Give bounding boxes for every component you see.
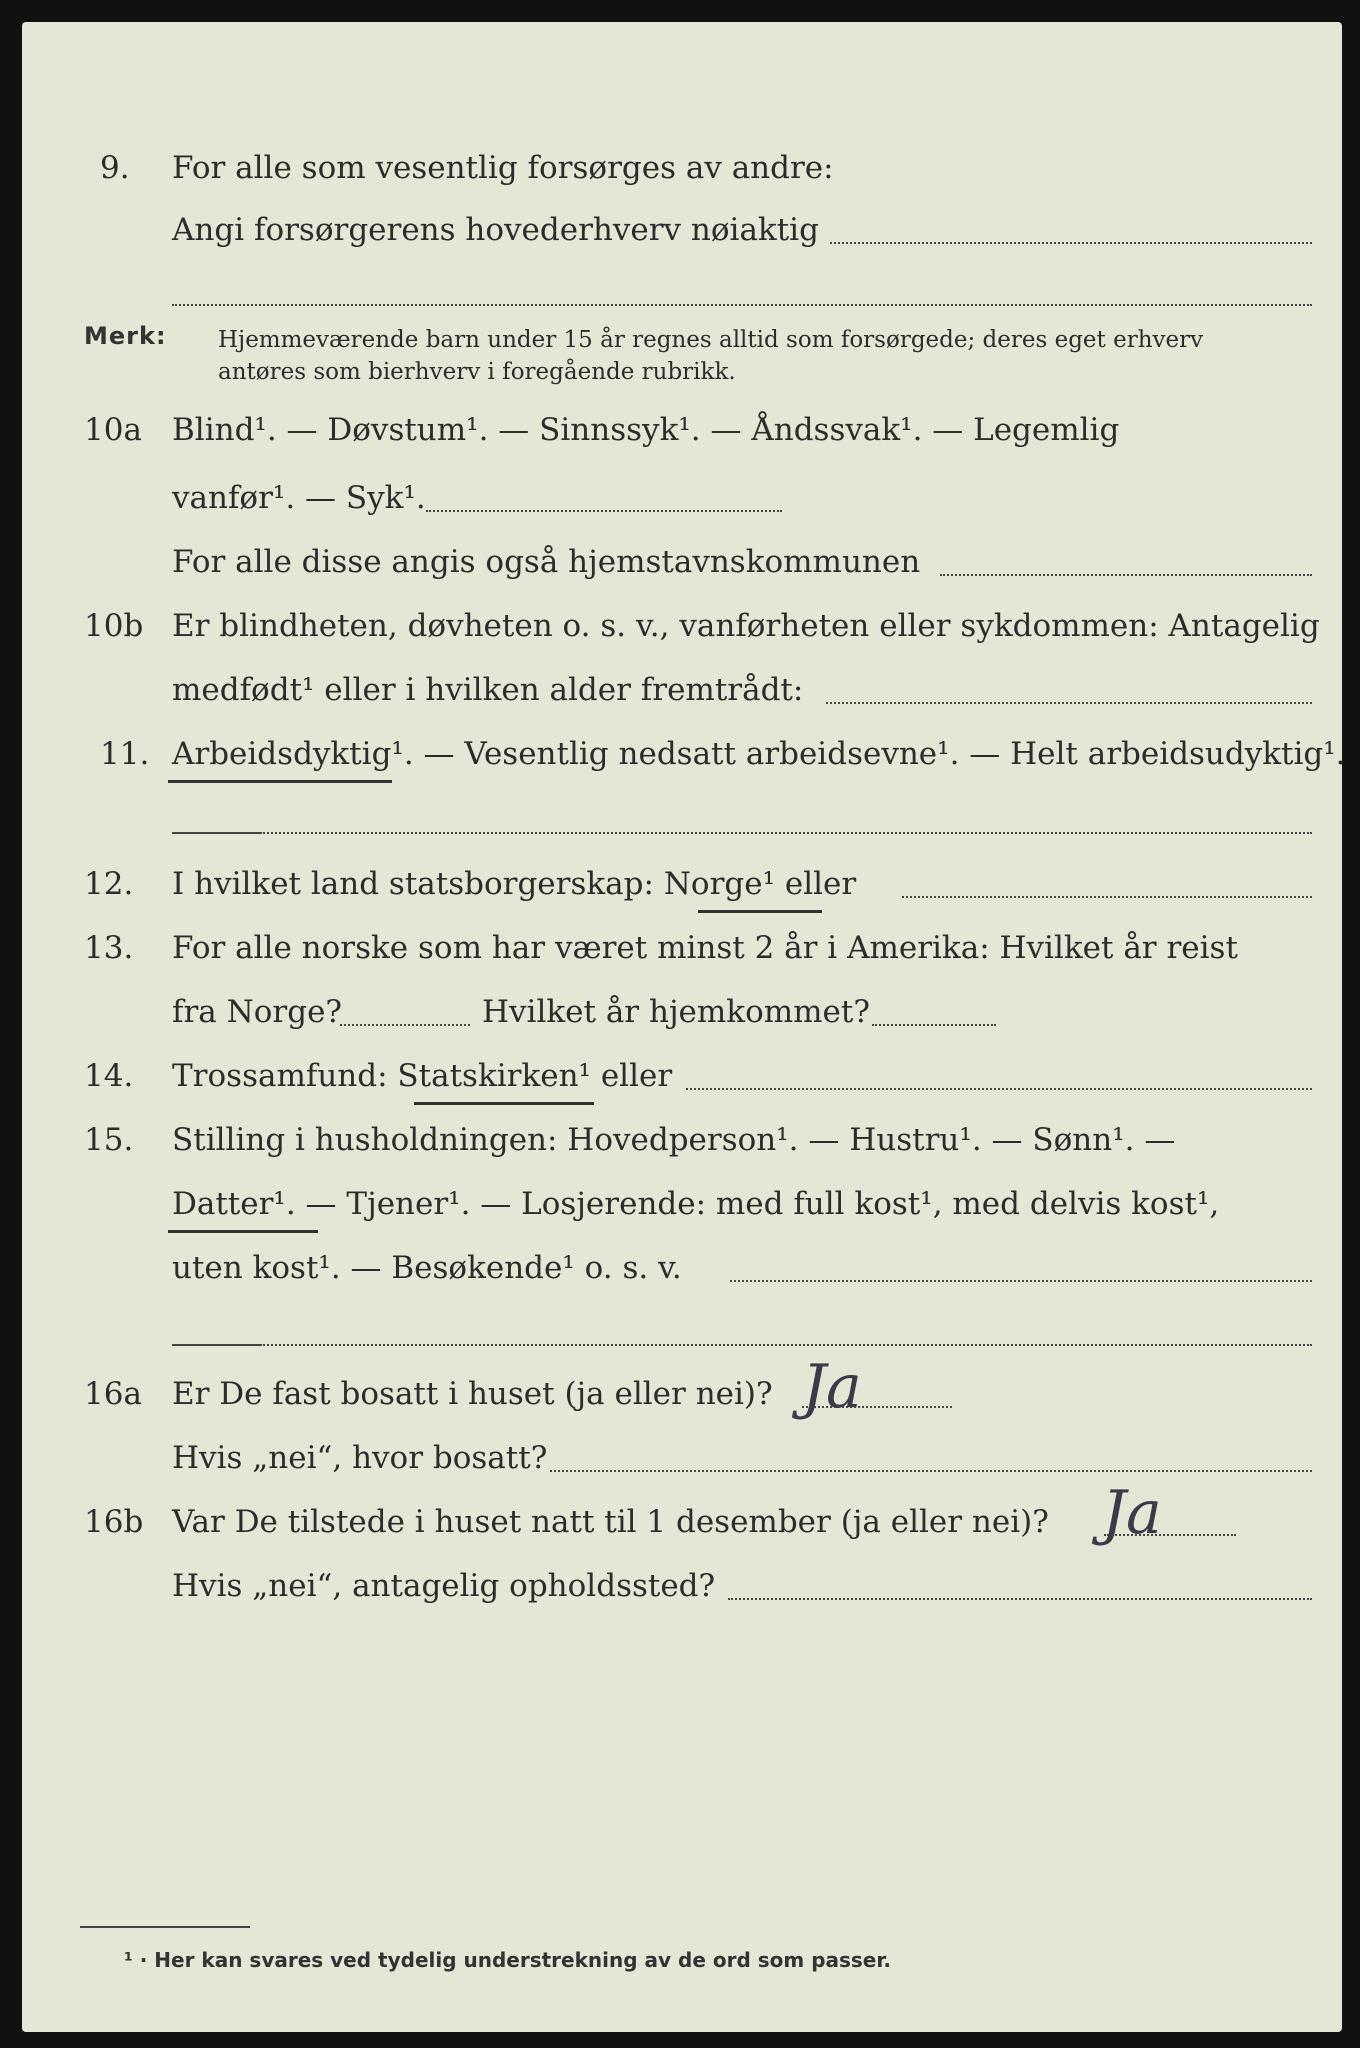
- q13-text-line1: For alle norske som har været minst 2 år i Amerika: Hvilket år reist: [172, 930, 1238, 966]
- merk-text-line1: Hjemmeværende barn under 15 år regnes alltid som forsørgede; deres eget erhverv: [218, 327, 1204, 353]
- footnote-rule: [80, 1926, 250, 1928]
- q10a-number: 10a: [84, 412, 142, 448]
- merk-label: Merk:: [84, 322, 167, 350]
- q10b-answer-line[interactable]: [826, 702, 1312, 704]
- q15-underline-datter: [168, 1230, 318, 1233]
- q9-text-line1: For alle som vesentlig forsørges av andre:: [172, 150, 834, 186]
- q12-answer-line[interactable]: [902, 896, 1312, 898]
- q14-underline-statskirken: [414, 1102, 594, 1105]
- q16a-text-line1: Er De fast bosatt i huset (ja eller nei)?: [172, 1376, 773, 1412]
- q16b-answer-line[interactable]: [1104, 1534, 1236, 1536]
- q12-underline-norge: [698, 910, 822, 913]
- q16b-handwritten-answer: Ja: [1102, 1478, 1162, 1548]
- q15-text-line2: Datter¹. — Tjener¹. — Losjerende: med full kost¹, med delvis kost¹,: [172, 1186, 1220, 1222]
- q10a-text-line3: For alle disse angis også hjemstavnskommunen: [172, 544, 921, 580]
- q16b-number: 16b: [84, 1504, 144, 1540]
- q15-text-line3: uten kost¹. — Besøkende¹ o. s. v.: [172, 1250, 682, 1286]
- q10a-answer-line[interactable]: [426, 510, 782, 512]
- q9-answer-line[interactable]: [830, 242, 1312, 244]
- q10a-hjemstavn-line[interactable]: [940, 574, 1312, 576]
- q10b-number: 10b: [84, 608, 144, 644]
- q16a-number: 16a: [84, 1376, 142, 1412]
- q11-answer-line[interactable]: [260, 832, 1312, 834]
- q15-text-line1: Stilling i husholdningen: Hovedperson¹. — Hustru¹. — Sønn¹. —: [172, 1122, 1176, 1158]
- q10b-text-line2: medfødt¹ eller i hvilken alder fremtrådt:: [172, 672, 804, 708]
- q15-number: 15.: [84, 1122, 134, 1158]
- q9-number: 9.: [100, 150, 130, 186]
- q13-reist-line[interactable]: [340, 1024, 470, 1026]
- q13-hjemkommet-line[interactable]: [872, 1024, 996, 1026]
- q16a-bosatt-line[interactable]: [550, 1470, 1312, 1472]
- q12-text-line1: I hvilket land statsborgerskap: Norge¹ eller: [172, 866, 857, 902]
- q14-number: 14.: [84, 1058, 134, 1094]
- q10a-text-line2: vanfør¹. — Syk¹.: [172, 480, 426, 516]
- q13-text-line2b: Hvilket år hjemkommet?: [482, 994, 870, 1030]
- merk-text-line2: antøres som bierhverv i foregående rubrikk.: [218, 359, 736, 385]
- q16b-text-line1: Var De tilstede i huset natt til 1 desember (ja eller nei)?: [172, 1504, 1049, 1540]
- q9-answer-line-2[interactable]: [172, 304, 1312, 306]
- q14-answer-line[interactable]: [686, 1088, 1312, 1090]
- q11-text-line1: Arbeidsdyktig¹. — Vesentlig nedsatt arbeidsevne¹. — Helt arbeidsudyktig¹.: [172, 736, 1346, 772]
- q11-answer-stroke: [172, 832, 260, 834]
- q16a-handwritten-answer: Ja: [802, 1352, 862, 1422]
- q13-text-line2a: fra Norge?: [172, 994, 343, 1030]
- q15-answer-stroke: [172, 1344, 260, 1346]
- q13-number: 13.: [84, 930, 134, 966]
- q10b-text-line1: Er blindheten, døvheten o. s. v., vanførheten eller sykdommen: Antagelig: [172, 608, 1320, 644]
- q9-text-line2: Angi forsørgerens hovederhverv nøiaktig: [172, 212, 819, 248]
- q15-answer-line-2[interactable]: [260, 1344, 1312, 1346]
- q16a-answer-line[interactable]: [802, 1406, 952, 1408]
- q16a-text-line2: Hvis „nei“, hvor bosatt?: [172, 1440, 548, 1476]
- q16b-text-line2: Hvis „nei“, antagelig opholdssted?: [172, 1568, 716, 1604]
- q14-text-line1: Trossamfund: Statskirken¹ eller: [172, 1058, 673, 1094]
- q12-number: 12.: [84, 866, 134, 902]
- census-form-page: [22, 22, 1346, 2032]
- q11-number: 11.: [100, 736, 150, 772]
- q16b-opholdssted-line[interactable]: [728, 1598, 1312, 1600]
- q10a-text-line1: Blind¹. — Døvstum¹. — Sinnssyk¹. — Åndssvak¹. — Legemlig: [172, 412, 1120, 448]
- q15-answer-line[interactable]: [730, 1280, 1312, 1282]
- footnote-text: ¹ · Her kan svares ved tydelig understrekning av de ord som passer.: [124, 1948, 891, 1972]
- q11-underline-arbeidsdyktig: [168, 780, 392, 783]
